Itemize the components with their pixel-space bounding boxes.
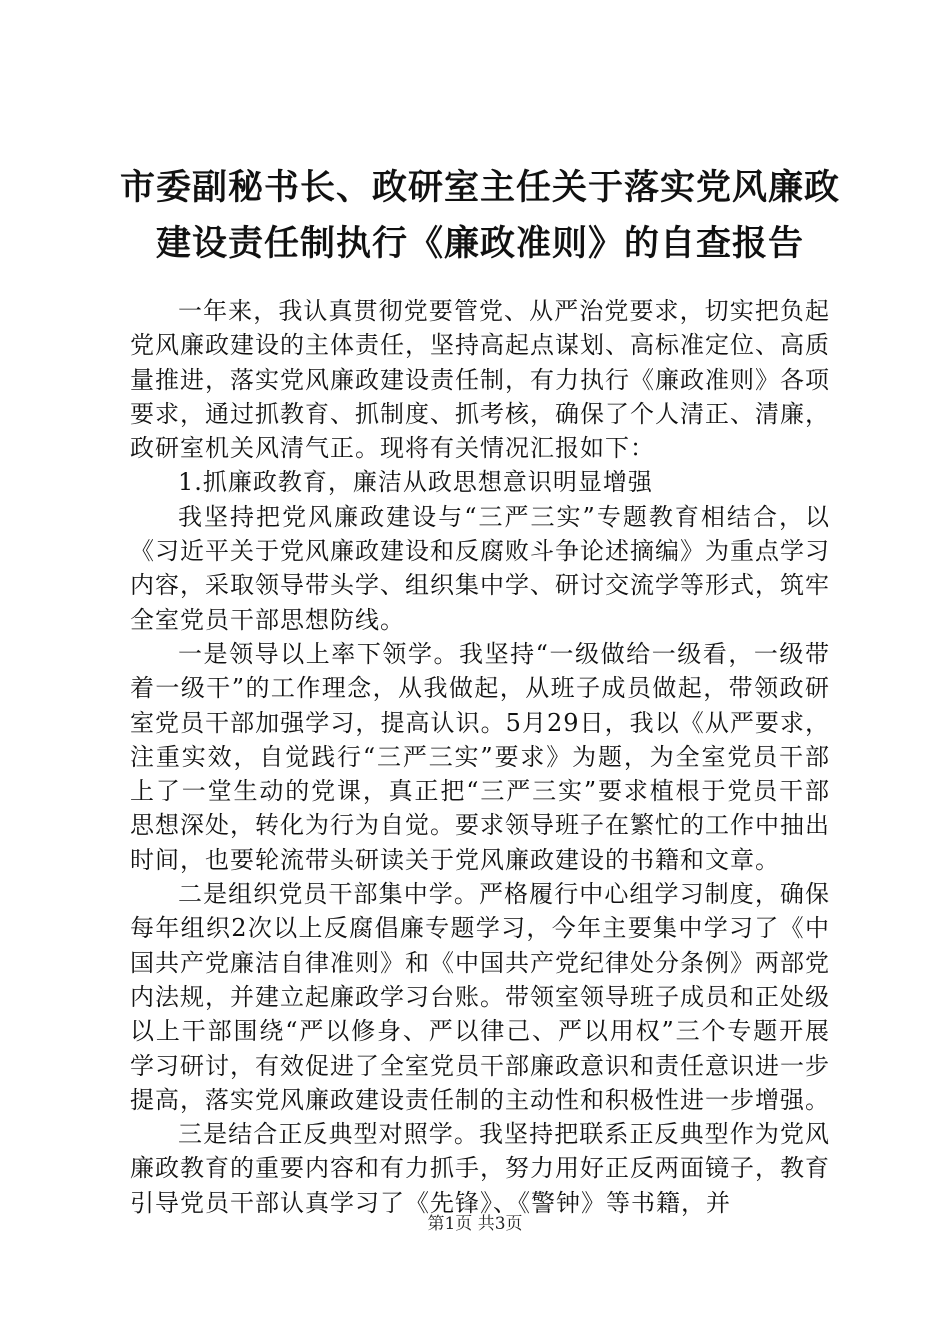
paragraph-overview: 我坚持把党风廉政建设与“三严三实”专题教育相结合，以《习近平关于党风廉政建设和反腐败斗争论述摘编》为重点学习内容，采取领导带头学、组织集中学、研讨交流学等形式，筑牢全室党员干部思想防线。 xyxy=(130,502,830,634)
title-line-1: 市委副秘书长、政研室主任关于落实党风廉政 xyxy=(120,168,841,208)
document-body xyxy=(130,294,830,1220)
page-footer: 第1页 共3页 xyxy=(427,1214,523,1234)
paragraph-point-3: 三是结合正反典型对照学。我坚持把联系正反典型作为党风廉政教育的重要内容和有力抓手，努力用好正反两面镜子，教育引导党员干部认真学习了《先锋》、《警钟》等书籍，并 xyxy=(130,1120,830,1217)
paragraph-point-2: 二是组织党员干部集中学。严格履行中心组学习制度，确保每年组织2次以上反腐倡廉专题学习，今年主要集中学习了《中国共产党廉洁自律准则》和《中国共产党纪律处分条例》两部党内法规，并建立起廉政学习台账。带领室领导班子成员和正处级以上干部围绕“严以修身、严以律己、严以用权”三个专题开展学习研讨，有效促进了全室党员干部廉政意识和责任意识进一步提高，落实党风廉政建设责任制的主动性和积极性进一步增强。 xyxy=(130,880,830,1114)
paragraph-intro: 一年来，我认真贯彻党要管党、从严治党要求，切实把负起党风廉政建设的主体责任，坚持高起点谋划、高标准定位、高质量推进，落实党风廉政建设责任制，有力执行《廉政准则》各项要求，通过抓教育、抓制度、抓考核，确保了个人清正、清廉，政研室机关风清气正。现将有关情况汇报如下： xyxy=(130,297,830,463)
title-line-2: 建设责任制执行《廉政准则》的自查报告 xyxy=(155,224,804,264)
document-title xyxy=(120,160,840,272)
paragraph-point-1: 一是领导以上率下领学。我坚持“一级做给一级看，一级带着一级干”的工作理念，从我做起，从班子成员做起，带领政研室党员干部加强学习，提高认识。5月29日，我以《从严要求，注重实效，自觉践行“三严三实”要求》为题，为全室党员干部上了一堂生动的党课，真正把“三严三实”要求植根于党员干部思想深处，转化为行为自觉。要求领导班子在繁忙的工作中抽出时间，也要轮流带头研读关于党风廉政建设的书籍和文章。 xyxy=(130,639,830,874)
section-heading: 1.抓廉政教育，廉洁从政思想意识明显增强 xyxy=(178,468,653,497)
